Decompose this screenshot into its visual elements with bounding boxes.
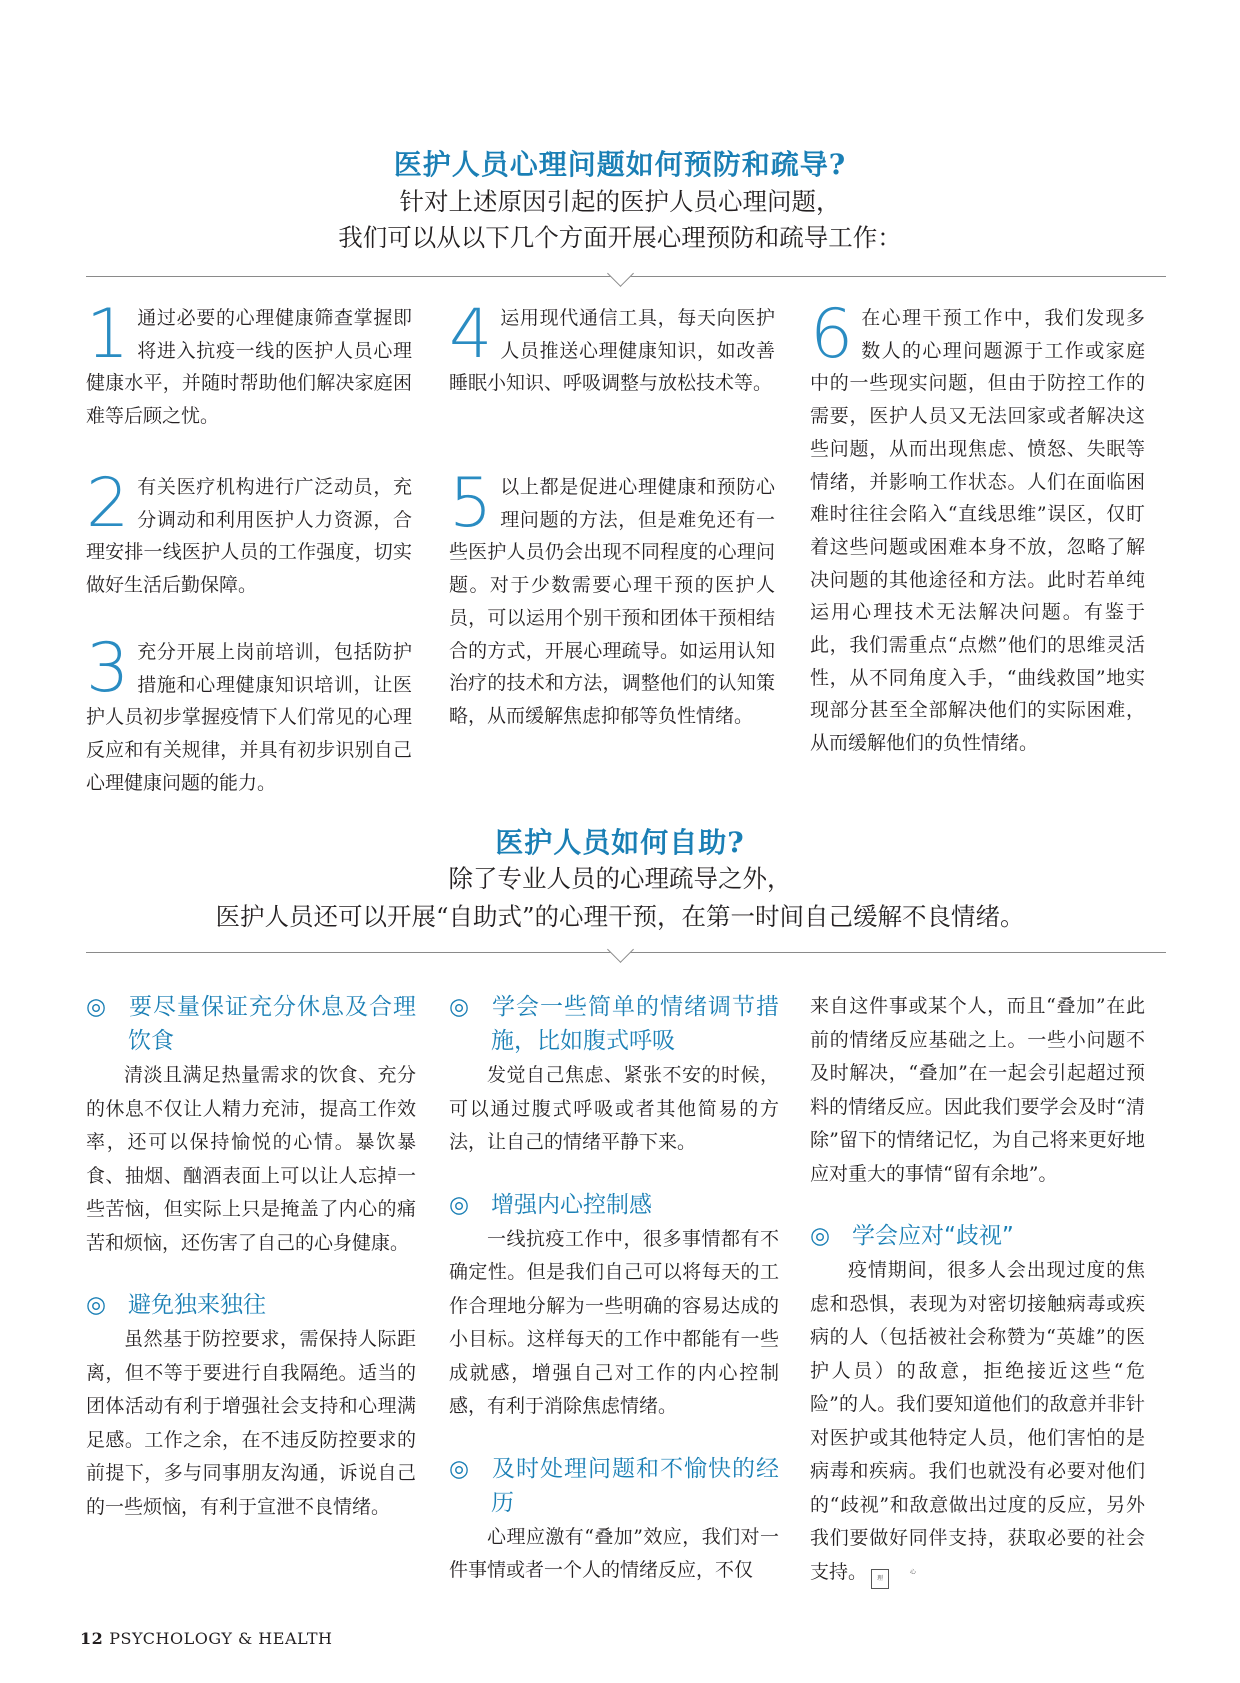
tip-breathing-text: 发觉自己焦虑、紧张不安的时候，可以通过腹式呼吸或者其他简易的方法，让自己的情绪平静下来。 <box>449 1064 779 1153</box>
measure-text-4: 运用现代通信工具，每天向医护人员推送心理健康知识，如改善睡眠小知识、呼吸调整与放松技术等。 <box>449 307 775 395</box>
measure-text-2: 有关医疗机构进行广泛动员，充分调动和利用医护人力资源，合理安排一线医护人员的工作强度，切实做好生活后勤保障。 <box>86 476 412 597</box>
bullet-icon: ◎ <box>86 1292 107 1318</box>
page-footer <box>80 1629 332 1648</box>
tips-column-1 <box>86 990 416 1524</box>
tip-control-text: 一线抗疫工作中，很多事情都有不确定性。但是我们自己可以将每天的工作合理地分解为一些明确的容易达成的小目标。这样每天的工作中都能有一些成就感，增强自己对工作的内心控制感，有利于消除焦虑情绪。 <box>449 1227 779 1417</box>
measure-3 <box>86 629 412 800</box>
tip-isolation-text: 虽然基于防控要求，需保持人际距离，但不等于要进行自我隔绝。适当的团体活动有利于增强社会支持和心理满足感。工作之余，在不违反防控要求的前提下，多与同事朋友沟通，诉说自己的一些烦恼，有利于宣泄不良情绪。 <box>86 1328 416 1518</box>
measure-2 <box>86 464 412 602</box>
measure-number-3: 3 <box>86 629 130 708</box>
measure-text-5: 以上都是促进心理健康和预防心理问题的方法，但是难免还有一些医护人员仍会出现不同程度的心理问题。对于少数需要心理干预的医护人员，可以运用个别干预和团体干预相结合的方式，开展心理疏导。如运用认知治疗的技术和方法，调整他们的认知策略，从而缓解焦虑抑郁等负性情绪。 <box>449 476 775 727</box>
page-number: 12 <box>80 1629 104 1648</box>
tip-discrimination-text: 疫情期间，很多人会出现过度的焦虑和恐惧，表现为对密切接触病毒或疾病的人（包括被社会称赞为“英雄”的医护人员）的敌意，拒绝接近这些“危险”的人。我们要知道他们的敌意并非针对医护或其他特定人员，他们害怕的是病毒和疾病。我们也就没有必要对他们的“歧视”和敌意做出过度的反应，另外我们要做好同伴支持，获取必要的社会支持。 心理 <box>810 1254 1145 1589</box>
section2-subtitle-line2: 医护人员还可以开展“自助式”的心理干预，在第一时间自己缓解不良情绪。 <box>215 902 1025 931</box>
measure-number-2: 2 <box>86 464 130 543</box>
magazine-name: PSYCHOLOGY & HEALTH <box>109 1629 333 1648</box>
bullet-icon: ◎ <box>86 994 107 1020</box>
section2-title: 医护人员如何自助? <box>495 826 745 859</box>
measure-text-1: 通过必要的心理健康筛查掌握即将进入抗疫一线的医护人员心理健康水平，并随时帮助他们解决家庭困难等后顾之忧。 <box>86 307 412 428</box>
measure-number-5: 5 <box>449 464 493 543</box>
bullet-icon: ◎ <box>810 1223 831 1249</box>
tips-column-3 <box>810 990 1145 1589</box>
measure-text-6: 在心理干预工作中，我们发现多数人的心理问题源于工作或家庭中的一些现实问题，但由于防控工作的需要，医护人员又无法回家或者解决这些问题，从而出现焦虑、愤怒、失眠等情绪，并影响工作状态。人们在面临困难时往往会陷入“直线思维”误区，仅盯着这些问题或困难本身不放，忽略了解决问题的其他途径和方法。此时若单纯运用心理技术无法解决问题。有鉴于此，我们需重点“点燃”他们的思维灵活性，从不同角度入手，“曲线救国”地实现部分甚至全部解决他们的实际困难，从而缓解他们的负性情绪。 <box>810 307 1145 755</box>
measure-4 <box>449 295 775 400</box>
tip-rest-heading: ◎ 要尽量保证充分休息及合理饮食 <box>86 990 416 1058</box>
measure-5 <box>449 464 775 733</box>
bullet-icon: ◎ <box>449 1191 470 1218</box>
measure-number-6: 6 <box>810 295 854 374</box>
tip-rest-text: 清淡且满足热量需求的饮食、充分的休息不仅让人精力充沛，提高工作效率，还可以保持愉悦的心情。暴饮暴食、抽烟、酗酒表面上可以让人忘掉一些苦恼，但实际上只是掩盖了内心的痛苦和烦恼，还伤害了自己的心身健康。 <box>86 1064 416 1254</box>
section1-divider-notch <box>607 260 634 287</box>
end-mark-icon: 心理 <box>871 1569 889 1589</box>
tip-discrimination-heading: ◎ 学会应对“歧视” <box>810 1219 1145 1253</box>
measure-number-1: 1 <box>86 295 130 374</box>
section1-subtitle-line1: 针对上述原因引起的医护人员心理问题， <box>399 187 841 216</box>
measure-number-4: 4 <box>449 295 493 374</box>
tip-control-heading: ◎ 增强内心控制感 <box>449 1188 779 1222</box>
tip-breathing-heading: ◎ 学会一些简单的情绪调节措施，比如腹式呼吸 <box>449 990 779 1058</box>
section1-subtitle-line2: 我们可以从以下几个方面开展心理预防和疏导工作： <box>338 223 902 252</box>
section2-subtitle-line1: 除了专业人员的心理疏导之外， <box>448 864 792 893</box>
tip-timely-heading: ◎ 及时处理问题和不愉快的经历 <box>449 1452 779 1520</box>
bullet-icon: ◎ <box>449 1455 470 1482</box>
measure-text-3: 充分开展上岗前培训，包括防护措施和心理健康知识培训，让医护人员初步掌握疫情下人们常见的心理反应和有关规律，并具有初步识别自己心理健康问题的能力。 <box>86 641 412 794</box>
section1-title: 医护人员心理问题如何预防和疏导? <box>393 148 847 181</box>
bullet-icon: ◎ <box>449 994 470 1020</box>
tips-column-2 <box>449 990 779 1588</box>
measure-6 <box>810 295 1145 760</box>
tip-timely-text-part2: 来自这件事或某个人，而且“叠加”在此前的情绪反应基础之上。一些小问题不及时解决，“叠加”在一起会引起超过预料的情绪反应。因此我们要学会及时“清除”留下的情绪记忆，为自己将来更好地应对重大的事情“留有余地”。 <box>810 995 1145 1185</box>
tip-timely-text-part1: 心理应激有“叠加”效应，我们对一件事情或者一个人的情绪反应，不仅 <box>449 1525 779 1581</box>
tip-isolation-heading: ◎ 避免独来独往 <box>86 1288 416 1322</box>
measure-1 <box>86 295 412 433</box>
section2-divider-notch <box>607 936 634 963</box>
